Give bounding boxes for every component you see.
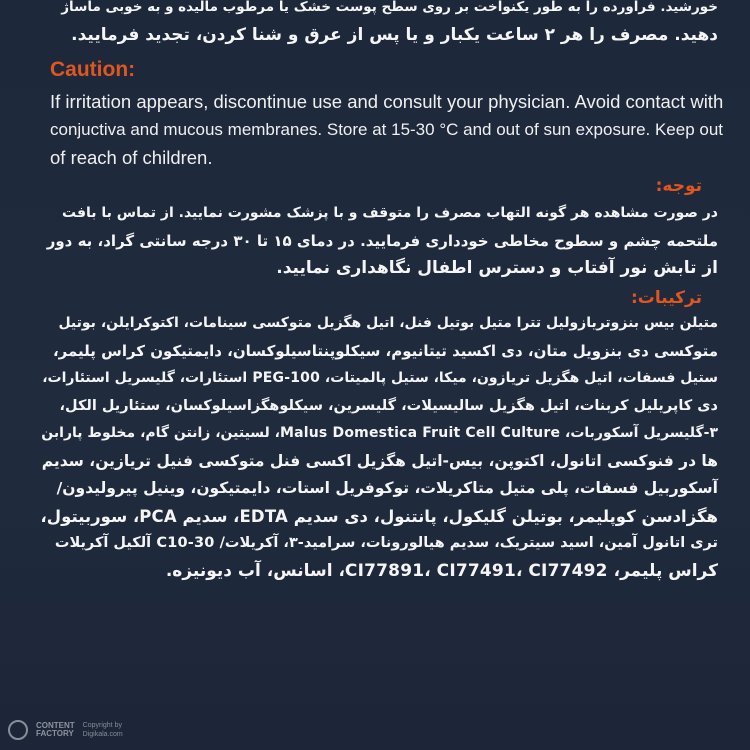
copyright-note — [83, 721, 123, 739]
watermark-footer — [8, 720, 123, 740]
caution-line: of reach of children. — [50, 147, 213, 168]
persian-usage-line: خورشید. فرآورده را به طور یکنواخت بر روی سطح پوست خشک یا مرطوب مالیده و به خوبی ماساژ — [61, 0, 718, 15]
persian-usage-text — [40, 0, 718, 49]
ingredient-line: متیلن بیس بنزوتریازولیل تترا متیل بوتیل فنل، اتیل هگزیل متوکسی سینامات، اکتوکرایلن، بوتیل — [58, 315, 718, 331]
caution-line: conjuctiva and mucous membranes. Store at 15-30 °C and out of sun exposure. Keep out — [50, 120, 724, 139]
attention-heading: توجه: — [655, 176, 702, 196]
brand-line: CONTENT — [36, 721, 75, 730]
attention-line: در صورت مشاهده هر گونه التهاب مصرف را متوقف و با پزشک مشورت نمایید. از تماس با بافت — [62, 205, 718, 221]
ingredient-line: آسکوربیل فسفات، پلی متیل متاکریلات، توکوفریل استات، دایمتیکون، وینیل پیرولیدون/ — [56, 479, 718, 497]
ingredient-line: ستیل فسفات، اتیل هگزیل تریازون، میکا، ستیل پالمیتات، PEG-100 استئارات، گلیسریل استئارات، — [42, 370, 718, 386]
copyright-line: Copyright by — [82, 722, 122, 729]
ingredients-text — [40, 310, 718, 585]
attention-line: ملتحمه چشم و سطوح مخاطی خودداری فرمایید. در دمای ۱۵ تا ۳۰ درجه سانتی گراد، به دور — [46, 231, 718, 250]
caution-heading: Caution: — [50, 58, 136, 81]
ingredient-line: ۳-گلیسریل آسکوربات، Malus Domestica Fruit Cell Culture، لسیتین، زانتن گام، مخلوط پارابن — [41, 425, 718, 441]
copyright-line: Digikala.com — [82, 731, 123, 738]
caution-text — [50, 88, 740, 172]
ingredient-line: کراس پلیمر، CI77891، CI77491، CI77492، اسانس، آب دیونیزه. — [165, 560, 718, 581]
persian-usage-line: دهید. مصرف را هر ۲ ساعت یکبار و یا پس از عرق و شنا کردن، تجدید فرمایید. — [71, 24, 718, 45]
ingredient-line: هگزادسن کوپلیمر، بوتیلن گلیکول، پانتنول، دی سدیم EDTA، سدیم PCA، سوربیتول، — [40, 506, 718, 526]
caution-line: If irritation appears, discontinue use and consult your physician. Avoid contact with — [50, 91, 724, 112]
ingredient-line: متوکسی دی بنزویل متان، دی اکسید تیتانیوم، سیکلوپنتاسیلوکسان، دایمتیکون کراس پلیمر، — [52, 341, 718, 360]
content-factory-logo-icon — [8, 720, 28, 740]
ingredients-heading: ترکیبات: — [631, 288, 702, 308]
brand-line: FACTORY — [36, 729, 74, 738]
attention-text — [40, 200, 718, 283]
content-factory-brand — [36, 722, 75, 738]
attention-line: از تابش نور آفتاب و دسترس اطفال نگاهداری نمایید. — [276, 258, 718, 278]
ingredient-line: ها در فنوکسی اتانول، اکتوپن، بیس-اتیل هگزیل اکسی فنل متوکسی فنیل تریازین، سدیم — [41, 451, 718, 470]
ingredient-line: تری اتانول آمین، اسید سیتریک، سدیم هیالورونات، سرامید-۳، آکریلات/ C10-30 آلکیل آکریلات — [54, 535, 718, 551]
ingredient-line: دی کاپریلیل کربنات، اتیل هگزیل سالیسیلات، گلیسرین، سیکلوهگزاسیلوکسان، ستئاریل الکل، — [59, 397, 718, 414]
